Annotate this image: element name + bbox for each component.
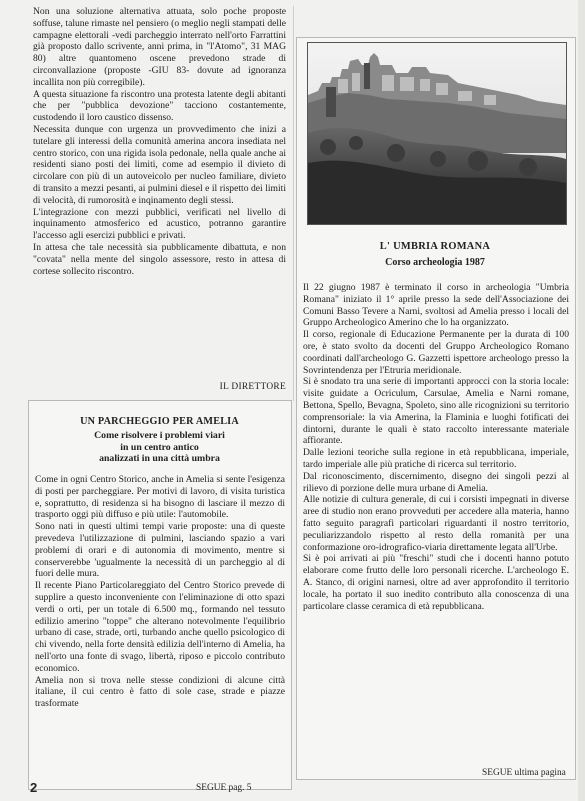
- article-paragraph: Il corso, regionale di Educazione Permanente per la durata di 100 ore, è stato svolto da docenti del Gruppo Archeologico Romano coordinati dall'archeologo G. Gazzetti ispettore archeologo presso la Sovrintendenza per l'Etruria meridionale.: [303, 329, 569, 376]
- umbria-article-subtitle: Corso archeologia 1987: [385, 257, 485, 268]
- article-paragraph: Sono nati in questi ultimi tempi varie proposte: una di queste prevedeva l'utilizzazione di pulmini, lasciando spazio a vari problemi di orari e di autonomia di movimento, mentre si conserverebbe 'ugualmente la necessità di un parcheggio al di fuori delle mura.: [35, 521, 285, 580]
- umbria-article-title: L' UMBRIA ROMANA: [379, 241, 491, 252]
- article-paragraph: Dalle lezioni teoriche sulla regione in età repubblicana, imperiale, tardo imperiale alle più pratiche di ricerca sul territorio.: [303, 447, 569, 470]
- column-divider: [293, 6, 294, 401]
- article-paragraph: Dal riconoscimento, discernimento, disegno dei singoli pezzi al rilievo di porzione delle mura urbane di Amelia.: [303, 470, 569, 494]
- editorial-paragraph: L'integrazione con mezzi pubblici, verificati nel livello di inquinamento atmosferico ed acustico, potranno garantire l'accesso agli esercizi pubblici e privati.: [33, 206, 286, 242]
- article-paragraph: Come in ogni Centro Storico, anche in Amelia si sente l'esigenza di posti per parcheggiare. Per motivi di lavoro, di visita turistica e, soprattutto, di residenza si ha bisogno di lasciare il mezzo di trasporto oggi più diffuso e più utile: l'automobile.: [35, 474, 285, 521]
- subtitle-line: analizzati in una città umbra: [99, 453, 220, 465]
- subtitle-line: Come risolvere i problemi viari: [94, 430, 225, 441]
- parcheggio-article-subtitle: [33, 430, 286, 465]
- article-paragraph: Il recente Piano Particolareggiato del Centro Storico prevede di supplire a questo inconveniente con l'eliminazione di otto spazi verdi o orti, per un totale di 6.500 mq., formando nel tessuto edilizio amerino "toppe" che alterano notevolmente l'equilibrio urbano di case, strade, orti, turbando anche quello psicologico di chi vivendo, nella forte densità edilizia dell'interno di Amelia, ha nell'orto una fonte di svago, libertà, riposo e piccolo contributo economico.: [35, 580, 285, 674]
- article-paragraph: Il 22 giugno 1987 è terminato il corso in archeologia "Umbria Romana" iniziato il 1° aprile presso la sede dell'Associazione dei Comuni Basso Tevere a Narni, svoltosi ad Amelia presso i locali del Gruppo Archeologico Amerino che lo ha organizzato.: [303, 282, 569, 329]
- article-paragraph: Alle notizie di cultura generale, di cui i corsisti impegnati in diverse aree di studio non erano provveduti per accedere alla materia, hanno fatto seguito paragrafi particolari riguardanti il nostro territorio, peculiarizzandolo rispetto al resto della romanità per una conformazione oro-idrografico-viaria direttamente legata all'Urbe.: [303, 494, 569, 553]
- page-edge: [578, 0, 585, 801]
- article-paragraph: Si è snodato tra una serie di importanti approcci con la storia locale: visite guidate a Ocriculum, Carsulae, Amelia e Narni romane, Bettona, Spello, Bevagna, Spoleto, sino alle ricognizioni su territorio comprensoriale: la via Amerina, la Flaminia e luoghi fotificati dei dintorni, durante le quali è stato raccolto interessante materiale affiorante.: [303, 376, 569, 447]
- editorial-signature: IL DIRETTORE: [219, 382, 286, 392]
- continue-note-right: SEGUE ultima pagina: [482, 768, 566, 778]
- parcheggio-article-title: UN PARCHEGGIO PER AMELIA: [80, 416, 239, 427]
- article-paragraph: Amelia non si trova nelle stesse condizioni di alcune città italiane, il cui centro è fatto di sole case, strade e piazze trasformate: [35, 674, 285, 710]
- page-number: 2: [30, 780, 38, 795]
- editorial-paragraph: A questa situazione fa riscontro una protesta latente degli abitanti che per "pubblica devozione" tacciono costantemente, custodendo il loro caustico dissenso.: [33, 88, 286, 124]
- article-paragraph: Si è poi arrivati ai più "freschi" studi che i docenti hanno potuto elaborare come frutto delle loro personali ricerche. L'archeologo E. A. Stanco, di origini narnesi, oltre ad aver approfondito il territorio locale, ha portato il suo inedito contributo alla conoscenza di una particolare classe ceramica di età repubblicana.: [303, 553, 569, 612]
- subtitle-line: in un centro antico: [120, 441, 199, 453]
- amelia-landscape-image: [308, 43, 566, 224]
- umbria-article-body: [303, 282, 569, 612]
- hilltown-photo: [307, 42, 567, 225]
- editorial-paragraph: Non una soluzione alternativa attuata, solo poche proposte soffuse, talune rimaste nel pensiero (o meglio negli stampati delle campagne elettorali -vedi parcheggio interrato nell'orto Farrattini già proposto dallo scrivente, anni prima, in "l'Atomo", 31 MAG 80) altre quantomeno oscene prevedono strade di circonvallazione (proposte -GIU 83- dovute ad ignoranza incallita non più corregibile).: [33, 6, 286, 88]
- editorial-paragraph: Necessita dunque con urgenza un provvedimento che inizi a tutelare gli interessi della comunità amerina ancora insediata nel centro storico, con una rigida isola pedonale, nella quale anche ai residenti siano posti dei limiti, come ad esempio il divieto di circolare con più di un autoveicolo per nucleo familiare, divieto di transito a mezzi pesanti, ai pulmini diesel e il rispetto dei limiti di velocità, di rumorosità e inqinamento degli stessi.: [33, 123, 286, 206]
- editorial-continuation: [33, 6, 286, 277]
- parcheggio-article-body: [35, 474, 285, 710]
- editorial-paragraph: In attesa che tale necessità sia pubblicamente dibattuta, e non "covata" nella mente del singolo assessore, resto in attesa di cortese sollecito riscontro.: [33, 241, 286, 277]
- continue-note-left: SEGUE pag. 5: [196, 783, 252, 793]
